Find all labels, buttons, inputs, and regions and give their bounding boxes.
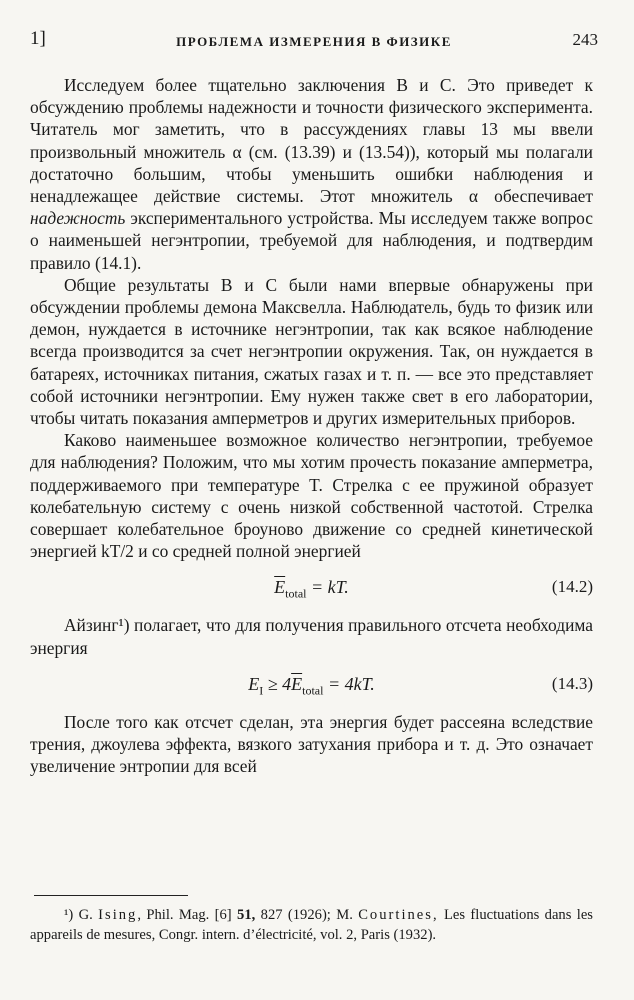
footnote-ref-1: , Phil. Mag. [6] bbox=[137, 907, 238, 923]
equation-14-2-number: (14.2) bbox=[551, 577, 593, 597]
equation-14-2-formula bbox=[30, 576, 593, 605]
paragraph-5: После того как отсчет сделан, эта энергия будет рассеяна вследствие трения, джоулева эффекта, вязкого затухания прибора и т. д. Это означает увеличение энтропии для всей bbox=[30, 711, 593, 777]
footnote-ref-1b: 827 (1926); M. bbox=[255, 907, 353, 923]
paragraph-1-text-b: экспериментального устройства. Мы исследуем также вопрос о наименьшей негэнтропии, требуемой для наблюдения, и подтвердим правило (14.1). bbox=[30, 208, 593, 273]
eq2-lhs: E bbox=[248, 673, 260, 694]
footnote-ref-2: Les fluctuations dans les appareils de mesures, Congr. intern. d’électricité, vol. 2, Paris (1932). bbox=[30, 907, 593, 943]
footnote-text bbox=[30, 905, 593, 945]
paragraph-3: Каково наименьшее возможное количество негэнтропии, требуемое для наблюдения? Положим, что мы хотим прочесть показание амперметра, поддерживаемого при температуре T. Стрелка с ее пружиной образует колебательную систему с очень низкой собственной частотой. Стрелка совершает колебательное броуново движение со средней кинетической энергией kT/2 и со средней полной энергией bbox=[30, 430, 593, 562]
equation-14-3 bbox=[30, 667, 593, 703]
footnote-author-2: Courtines, bbox=[358, 907, 439, 923]
emphasis-reliability: надежность bbox=[30, 208, 126, 229]
eq2-bar: $\overline{E}$ bbox=[291, 673, 303, 694]
eq2-mid: ≥ 4 bbox=[263, 673, 292, 694]
eq2-rhs: = 4kT. bbox=[323, 673, 375, 694]
eq2-lhs-subscript: I bbox=[259, 683, 264, 698]
footnote-mark: ¹) G. bbox=[64, 907, 93, 923]
main-text bbox=[30, 74, 593, 777]
footnote-volume: 51, bbox=[237, 907, 256, 923]
equation-14-3-formula bbox=[30, 673, 593, 702]
paragraph-2: Общие результаты B и C были нами впервые обнаружены при обсуждении проблемы демона Максвелла. Наблюдатель, будь то физик или демон, нуждается в источнике негэнтропии, так как всякое наблюдение всегда производится за счет негэнтропии окружения. Так, он нуждается в батареях, источниках питания, сжатых газах и т. п. — все это представляет собой источники негэнтропии. Ему нужен также свет в его лаборатории, чтобы читать показания амперметров и других измерительных приборов. bbox=[30, 274, 593, 429]
eq1-lhs: $\overline{E}$ bbox=[274, 577, 286, 598]
eq1-subscript: total bbox=[285, 587, 307, 602]
eq1-rhs: = kT. bbox=[306, 577, 349, 598]
page-header bbox=[30, 28, 598, 52]
equation-14-2 bbox=[30, 570, 593, 606]
eq2-subscript: total bbox=[302, 683, 324, 698]
paragraph-1 bbox=[30, 74, 593, 274]
footnote-author-1: Ising bbox=[98, 907, 138, 923]
running-title: ПРОБЛЕМА ИЗМЕРЕНИЯ В ФИЗИКЕ bbox=[176, 34, 452, 49]
paragraph-1-text-a: Исследуем более тщательно заключения B и C. Это приведет к обсуждению проблемы надежности и точности физического эксперимента. Читатель мог заметить, что в рассуждениях главы 13 мы ввели произвольный множитель α (см. (13.39) и (13.54)), который мы полагали достаточно большим, чтобы уменьшить ошибки наблюдения и ненадлежащее действие системы. Этот множитель α обеспечивает bbox=[30, 75, 593, 207]
page-number: 243 bbox=[572, 30, 598, 49]
footnote-divider bbox=[34, 895, 188, 896]
section-marker: 1] bbox=[30, 28, 46, 49]
paragraph-4: Айзинг¹) полагает, что для получения правильного отсчета необходима энергия bbox=[30, 615, 593, 658]
footnote bbox=[30, 905, 593, 945]
equation-14-3-number: (14.3) bbox=[551, 673, 593, 693]
